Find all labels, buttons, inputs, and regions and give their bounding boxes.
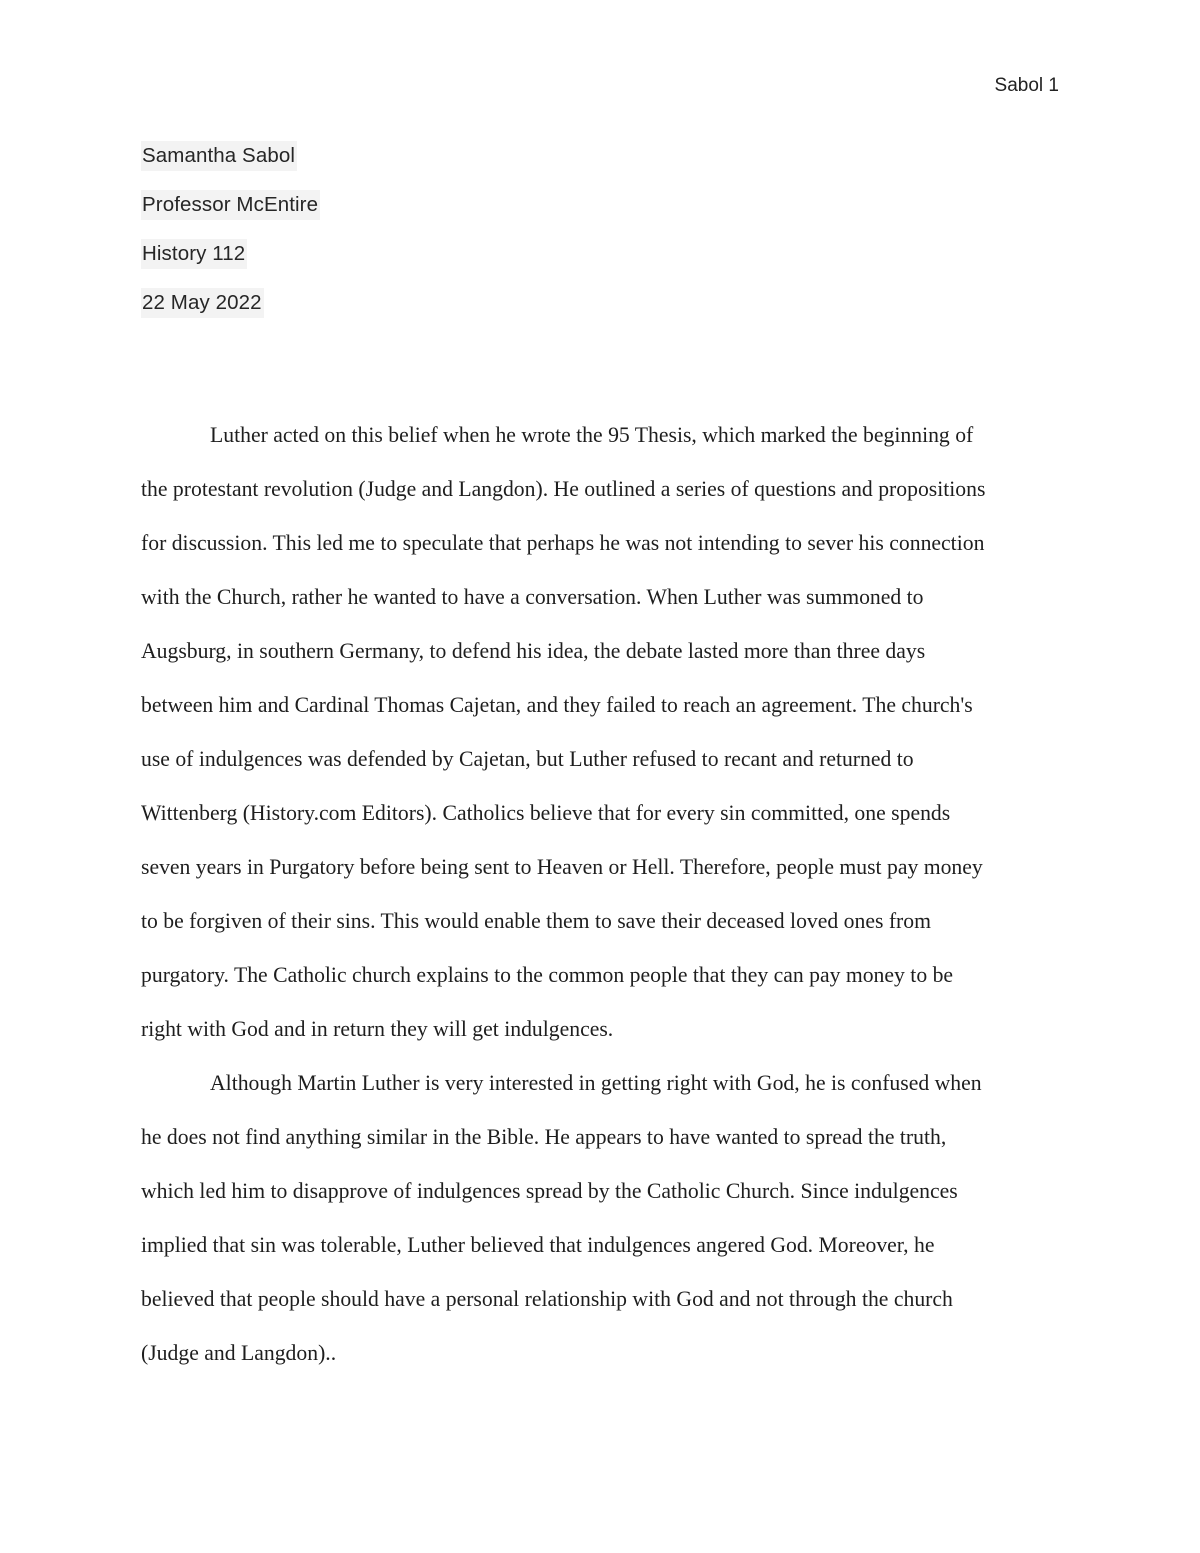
course-name: History 112	[141, 239, 247, 269]
text-line: believed that people should have a personal relationship with God and not through the church	[141, 1287, 953, 1311]
text-line: seven years in Purgatory before being sent to Heaven or Hell. Therefore, people must pay money	[141, 855, 983, 879]
mla-heading	[141, 141, 320, 337]
paragraph	[141, 1056, 1061, 1380]
text-line: with the Church, rather he wanted to have a conversation. When Luther was summoned to	[141, 585, 924, 609]
essay-body	[141, 408, 1061, 1380]
text-line: Wittenberg (History.com Editors). Catholics believe that for every sin committed, one spends	[141, 801, 951, 825]
text-line: he does not find anything similar in the Bible. He appears to have wanted to spread the truth,	[141, 1125, 947, 1149]
text-line: which led him to disapprove of indulgences spread by the Catholic Church. Since indulgences	[141, 1179, 958, 1203]
text-line: (Judge and Langdon)..	[141, 1341, 337, 1365]
document-date: 22 May 2022	[141, 288, 264, 318]
text-line: between him and Cardinal Thomas Cajetan, and they failed to reach an agreement. The church's	[141, 693, 973, 717]
text-line: Although Martin Luther is very interested in getting right with God, he is confused when	[210, 1071, 982, 1095]
text-line: Luther acted on this belief when he wrote the 95 Thesis, which marked the beginning of	[210, 423, 974, 447]
text-line: right with God and in return they will get indulgences.	[141, 1017, 614, 1041]
text-line: for discussion. This led me to speculate that perhaps he was not intending to sever his connection	[141, 531, 985, 555]
text-line: implied that sin was tolerable, Luther believed that indulgences angered God. Moreover, he	[141, 1233, 935, 1257]
text-line: Augsburg, in southern Germany, to defend his idea, the debate lasted more than three days	[141, 639, 926, 663]
text-line: use of indulgences was defended by Cajetan, but Luther refused to recant and returned to	[141, 747, 914, 771]
text-line: purgatory. The Catholic church explains to the common people that they can pay money to be	[141, 963, 954, 987]
student-name: Samantha Sabol	[141, 141, 297, 171]
text-line: the protestant revolution (Judge and Langdon). He outlined a series of questions and propositions	[141, 477, 986, 501]
paragraph	[141, 408, 1061, 1056]
running-head: Sabol 1	[994, 75, 1059, 96]
text-line: to be forgiven of their sins. This would enable them to save their deceased loved ones from	[141, 909, 931, 933]
instructor-name: Professor McEntire	[141, 190, 320, 220]
